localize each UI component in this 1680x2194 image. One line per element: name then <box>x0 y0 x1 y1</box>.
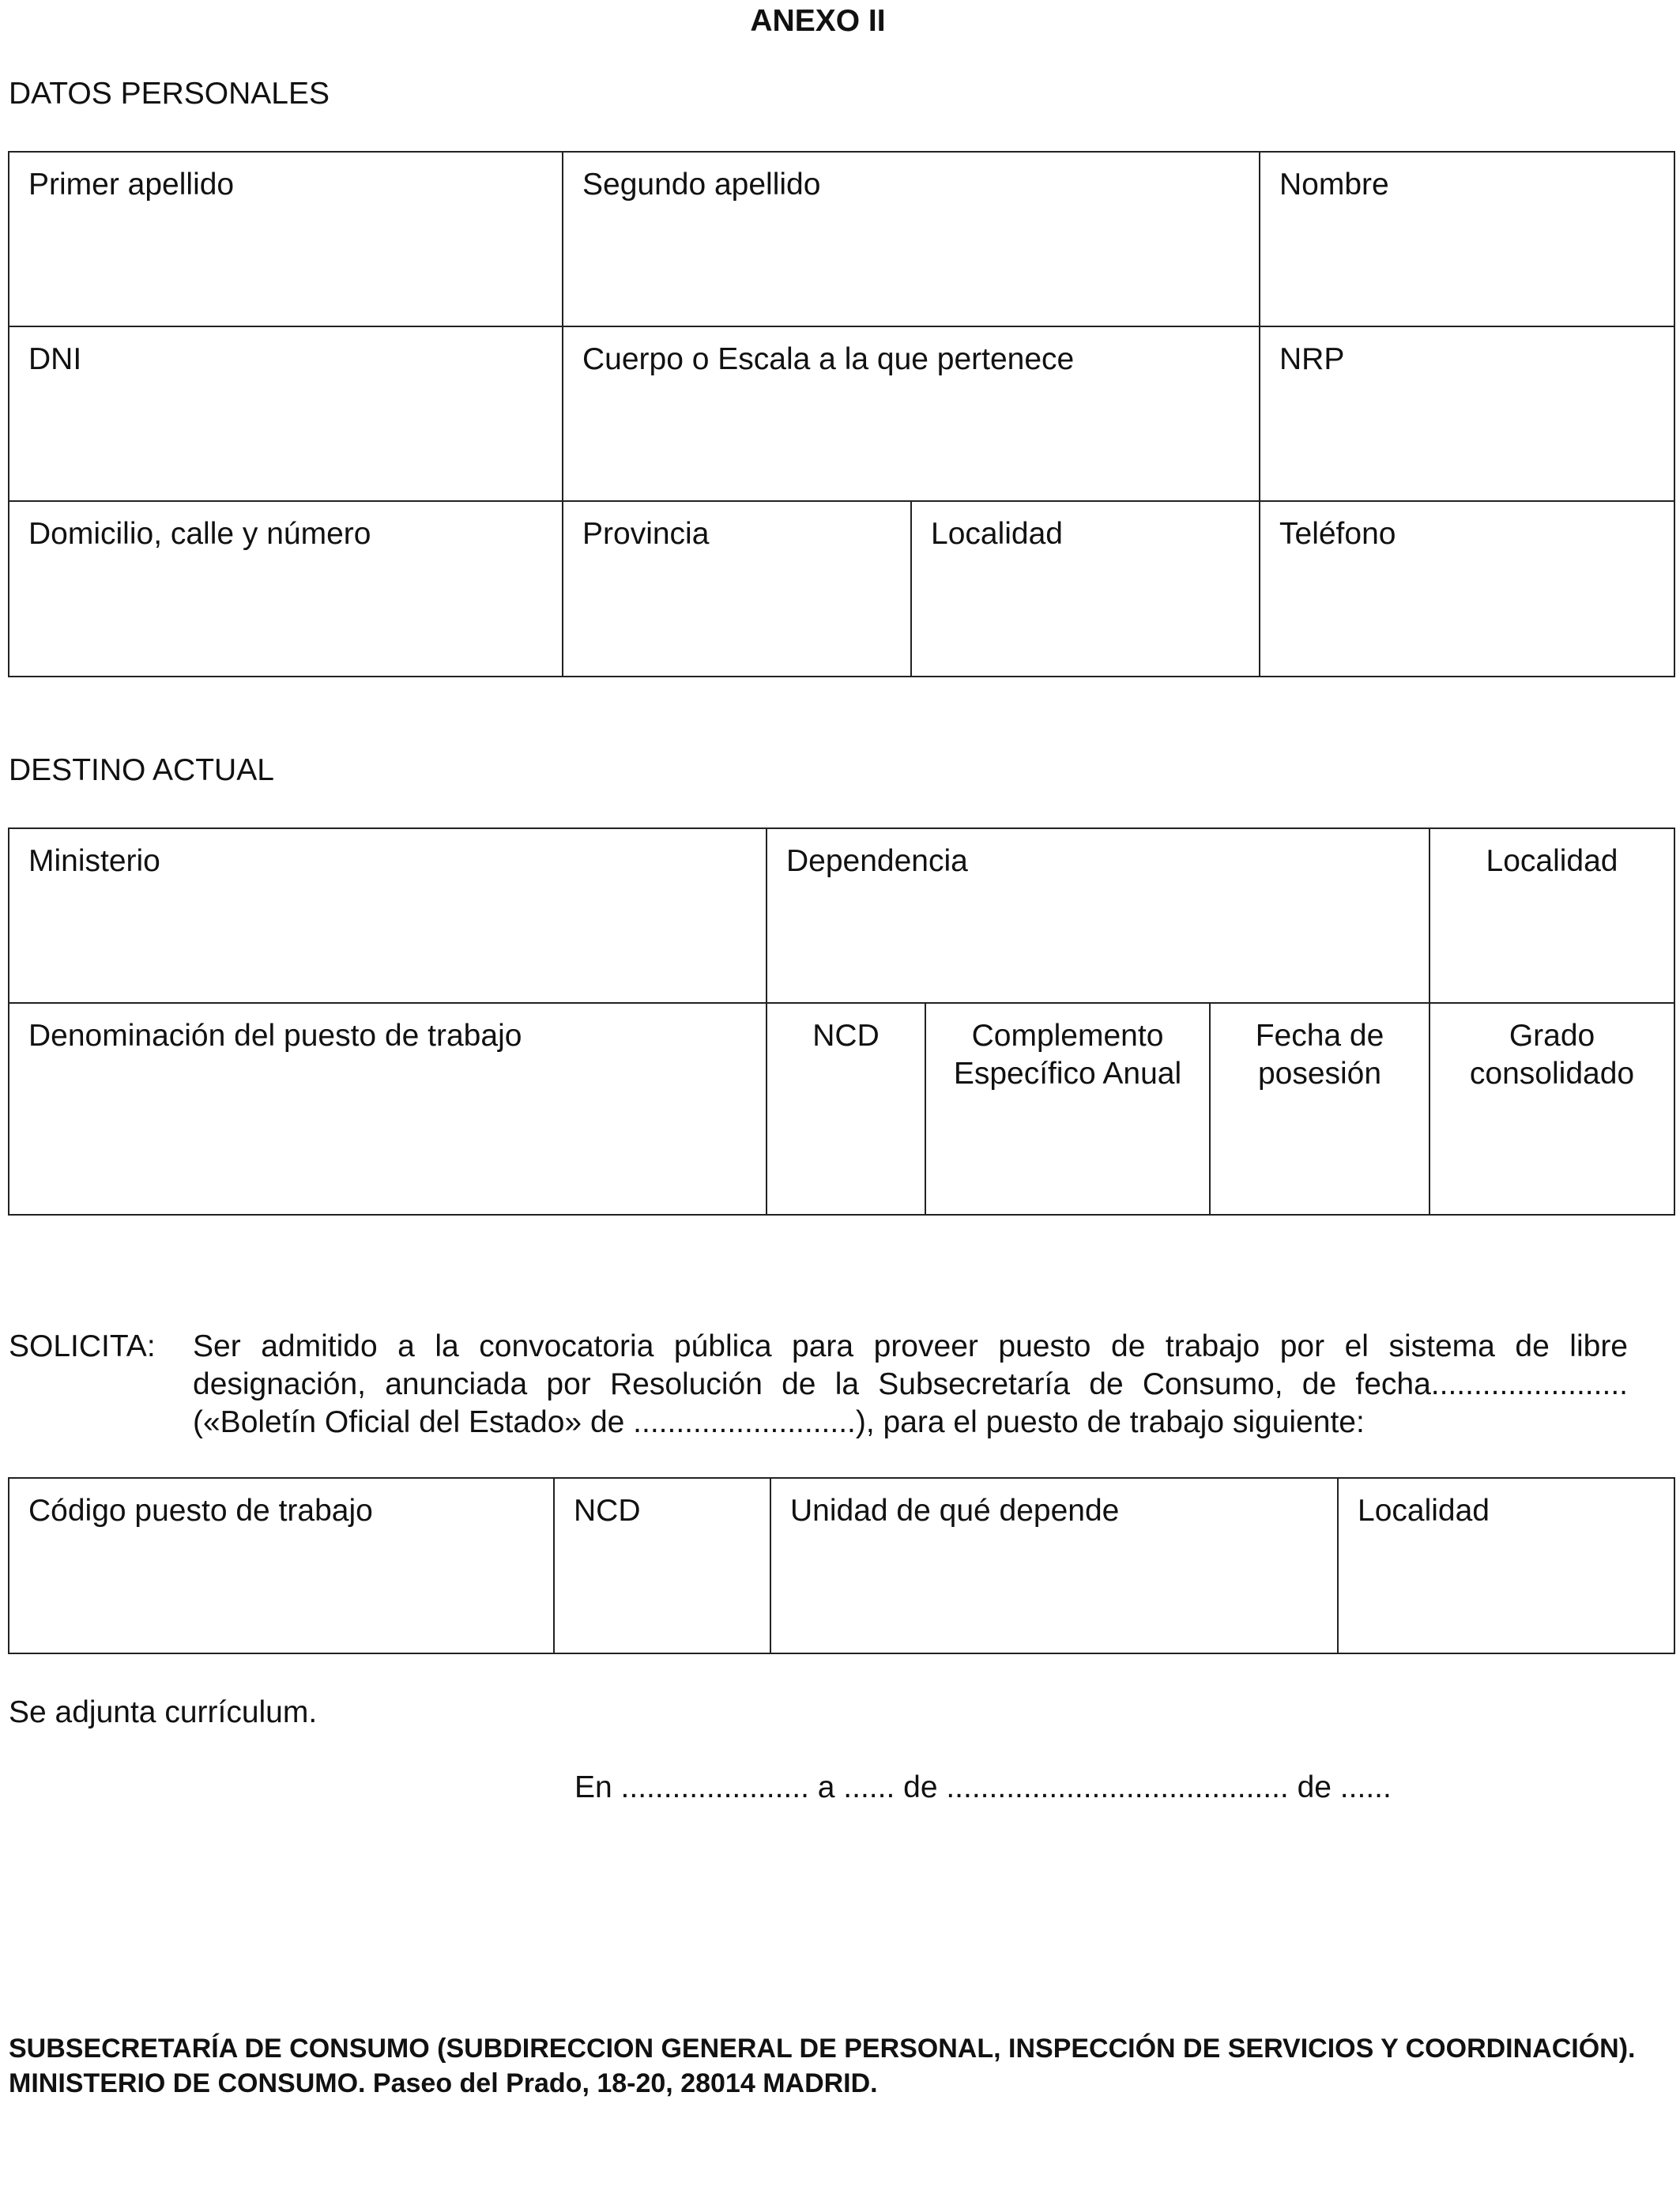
field-localidad[interactable]: Localidad <box>911 501 1260 677</box>
field-ministerio[interactable]: Ministerio <box>9 828 767 1003</box>
field-localidad-solicitado[interactable]: Localidad <box>1338 1478 1674 1653</box>
field-ncd-solicitado[interactable]: NCD <box>554 1478 770 1653</box>
personal-data-table <box>8 151 1675 677</box>
section-heading-datos-personales: DATOS PERSONALES <box>9 77 330 111</box>
field-ncd[interactable]: NCD <box>767 1003 925 1215</box>
field-complemento-especifico[interactable]: Complemento Específico Anual <box>925 1003 1210 1215</box>
field-cuerpo-escala[interactable]: Cuerpo o Escala a la que pertenece <box>563 326 1260 501</box>
field-localidad-destino[interactable]: Localidad <box>1430 828 1674 1003</box>
table-row <box>9 501 1674 677</box>
field-nrp[interactable]: NRP <box>1260 326 1674 501</box>
solicita-label: SOLICITA: <box>9 1329 156 1363</box>
field-denominacion-puesto[interactable]: Denominación del puesto de trabajo <box>9 1003 767 1215</box>
footer-address <box>9 2031 1668 2101</box>
field-grado-consolidado[interactable]: Grado consolidado <box>1430 1003 1674 1215</box>
table-row <box>9 828 1674 1003</box>
field-dni[interactable]: DNI <box>9 326 563 501</box>
section-heading-destino-actual: DESTINO ACTUAL <box>9 753 274 787</box>
table-row <box>9 152 1674 326</box>
footer-line-1: SUBSECRETARÍA DE CONSUMO (SUBDIRECCION GENERAL DE PERSONAL, INSPECCIÓN DE SERVICIOS Y COORDINACIÓN). <box>9 2034 1636 2064</box>
field-unidad-depende[interactable]: Unidad de qué depende <box>770 1478 1338 1653</box>
place-date-line: En ...................... a ...... de ........................................ de ...... <box>574 1770 1392 1804</box>
field-segundo-apellido[interactable]: Segundo apellido <box>563 152 1260 326</box>
field-dependencia[interactable]: Dependencia <box>767 828 1430 1003</box>
table-row <box>9 1003 1674 1215</box>
field-primer-apellido[interactable]: Primer apellido <box>9 152 563 326</box>
solicita-text: Ser admitido a la convocatoria pública para proveer puesto de trabajo por el sistema de libre designación, anunciada por Resolución de la Subsecretaría de Consumo, de fecha....................... («Boletín Oficial del Estado» de ..........................), para el puesto de trabajo siguiente: <box>193 1329 1628 1439</box>
table-row <box>9 326 1674 501</box>
footer-line-2: MINISTERIO DE CONSUMO. Paseo del Prado, 18-20, 28014 MADRID. <box>9 2068 878 2098</box>
table-row <box>9 1478 1674 1653</box>
field-fecha-posesion[interactable]: Fecha de posesión <box>1210 1003 1430 1215</box>
field-provincia[interactable]: Provincia <box>563 501 911 677</box>
curriculum-note: Se adjunta currículum. <box>9 1695 318 1729</box>
page-title: ANEXO II <box>750 4 886 38</box>
field-codigo-puesto[interactable]: Código puesto de trabajo <box>9 1478 554 1653</box>
current-post-table <box>8 827 1675 1216</box>
field-nombre[interactable]: Nombre <box>1260 152 1674 326</box>
field-telefono[interactable]: Teléfono <box>1260 501 1674 677</box>
requested-post-table <box>8 1477 1675 1654</box>
field-domicilio[interactable]: Domicilio, calle y número <box>9 501 563 677</box>
